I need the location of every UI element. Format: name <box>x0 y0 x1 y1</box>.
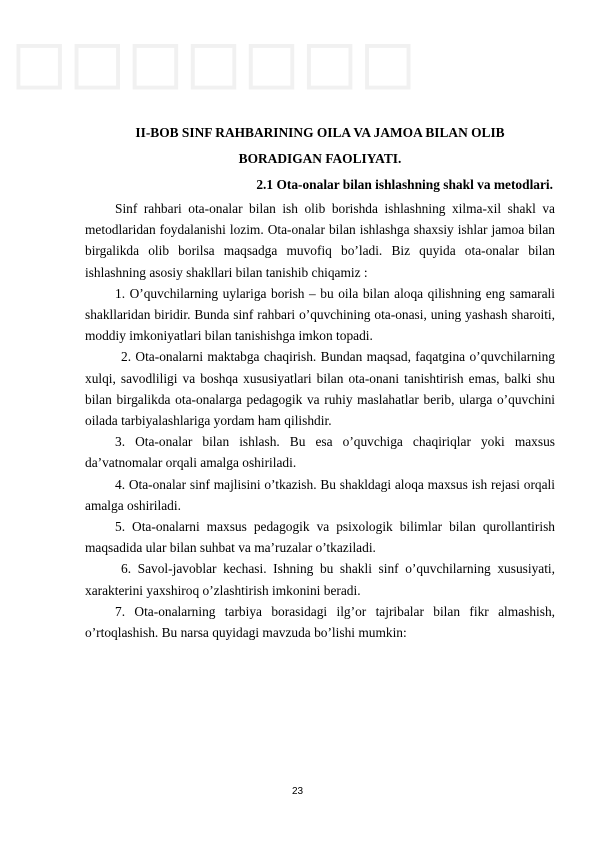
paragraph-item-4: 4. Ota-onalar sinf majlisini o’tkazish. Bu shakldagi aloqa maxsus ish rejasi orqali amalga oshiriladi. <box>85 476 555 513</box>
paragraph-item-7: 7. Ota-onalarning tarbiya borasidagi ilg’or tajribalar bilan fikr almashish, o’rtoqlashish. Bu narsa quyidagi mavzuda bo’lishi mumkin: <box>85 603 555 641</box>
paragraph-intro: Sinf rahbari ota-onalar bilan ish olib borishda ishlashning xilma-xil shakl va metodlaridan foydalanishi lozim. Ota-onalar bilan ishlashga shaxsiy ishlar jamoa bilan birgalikda olib borilsa maqsadga muvofiq bo’ladi. Biz quyida ota-onalar bilan ishlashning asosiy shakllari bilan tanishib chiqamiz : <box>85 201 555 280</box>
chapter-heading-line-1: II-BOB SINF RAHBARINING OILA VA JAMOA BILAN OLIB <box>135 125 505 140</box>
page-content <box>85 120 555 643</box>
paragraph-item-2: 2. Ota-onalarni maktabga chaqirish. Bundan maqsad, faqatgina o’quvchilarning xulqi, savodliligi va boshqa xususiyatlari bilan ota-onani tanishtirish emas, balki shu bilan birgalikda ota-onalarga pedagogik va ruhiy maslahatlar berib, ularga o’quvchini oilada tarbiyalashlariga yordam ham qilishdir. <box>85 349 555 429</box>
chapter-heading-line-2: BORADIGAN FAOLIYATI. <box>238 151 402 166</box>
paragraph-item-1: 1. O’quvchilarning uylariga borish – bu oila bilan aloqa qilishning eng samarali shakllaridan biridir. Bunda sinf rahbari o’quvchining ota-onasi, uning yashash sharoiti, moddiy imkoniyatlari bilan tanishishga imkon topadi. <box>85 285 555 344</box>
paragraph-item-6: 6. Savol-javoblar kechasi. Ishning bu shakli sinf o’quvchilarning xususiyati, xarakterini yaxshiroq o’zlashtirish imkonini beradi. <box>85 561 555 598</box>
chapter-heading <box>85 120 555 172</box>
paragraph-item-5: 5. Ota-onalarni maxsus pedagogik va psixologik bilimlar bilan qurollantirish maqsadida ular bilan suhbat va ma’ruzalar o’tkaziladi. <box>85 519 555 556</box>
watermark-decoration: ◻◻◻◻◻◻◻ <box>10 20 417 102</box>
section-heading: 2.1 Ota-onalar bilan ishlashning shakl va metodlari. <box>256 177 553 192</box>
paragraph-item-3: 3. Ota-onalar bilan ishlash. Bu esa o’quvchiga chaqiriqlar yoki maxsus da’vatnomalar orqali amalga oshiriladi. <box>85 434 555 471</box>
page-number: 23 <box>291 786 304 797</box>
